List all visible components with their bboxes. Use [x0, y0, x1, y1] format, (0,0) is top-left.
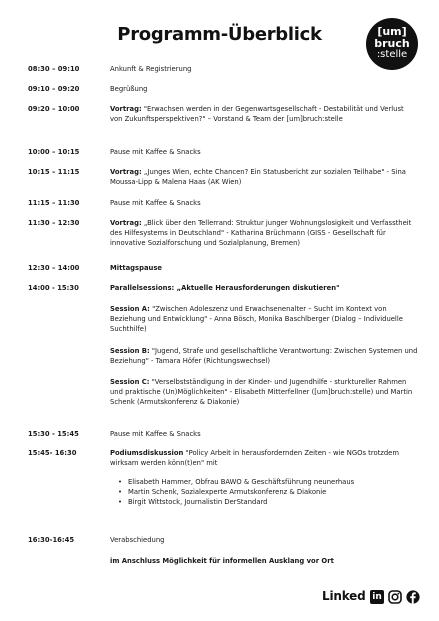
logo-line-2: bruch — [374, 37, 410, 50]
schedule-time: 14:00 - 15:30 — [28, 284, 79, 292]
list-item: • Birgit Wittstock, Journalistin DerStandard — [118, 497, 418, 507]
session-label: Session A: — [110, 305, 150, 313]
facebook-icon[interactable] — [406, 590, 420, 604]
schedule-time: 15:45- 16:30 — [28, 449, 77, 457]
schedule-time: 10:00 – 10:15 — [28, 148, 80, 156]
session-label: Session C: — [110, 378, 150, 386]
schedule-time: 16:30-16:45 — [28, 536, 75, 544]
umbruchstelle-logo — [366, 18, 418, 70]
schedule-description: im Anschluss Möglichkeit für informellen Ausklang vor Ort — [110, 557, 334, 565]
session-description — [110, 377, 418, 407]
schedule-time: 09:20 – 10:00 — [28, 105, 80, 113]
schedule-description: Verabschiedung — [110, 536, 165, 544]
schedule-time: 08:30 – 09:10 — [28, 65, 80, 73]
schedule-text: "Policy Arbeit in herausfordernden Zeiten - wie NGOs trotzdem wirksam werden könn(t)en" mit — [110, 449, 399, 467]
schedule-description: Pause mit Kaffee & Snacks — [110, 199, 201, 207]
logo-line-3: :stelle — [376, 49, 408, 60]
session-description — [110, 304, 418, 334]
schedule-description: Pause mit Kaffee & Snacks — [110, 148, 201, 156]
logo-line-1: [um] — [377, 25, 407, 38]
schedule-description — [110, 218, 418, 248]
linkedin-wordmark[interactable]: Linked — [322, 589, 366, 603]
schedule-description — [110, 448, 418, 468]
list-item: • Elisabeth Hammer, Obfrau BAWO & Geschäftsführung neunerhaus — [118, 477, 418, 487]
schedule-time: 12:30 – 14:00 — [28, 264, 80, 272]
schedule-description — [110, 167, 418, 187]
session-text: "Zwischen Adoleszenz und Erwachsenenalter – Sucht im Kontext von Beziehung und Entwicklung" - Anna Bösch, Monika Baschlberger (Dialog – Individuelle Suchthilfe) — [110, 305, 403, 333]
schedule-description: Mittagspause — [110, 264, 163, 272]
schedule-time: 09:10 – 09:20 — [28, 85, 80, 93]
schedule-description — [110, 104, 418, 124]
list-item: • Martin Schenk, Sozialexperte Armutskonferenz & Diakonie — [118, 487, 418, 497]
schedule-description: Ankunft & Registrierung — [110, 65, 192, 73]
social-links — [322, 588, 422, 606]
schedule-description: Begrüßung — [110, 85, 148, 93]
session-label: Session B: — [110, 347, 150, 355]
instagram-icon[interactable] — [388, 590, 402, 604]
page-title: Programm-Überblick — [117, 24, 322, 45]
schedule-label: Vortrag: — [110, 219, 142, 227]
schedule-description: Pause mit Kaffee & Snacks — [110, 430, 201, 438]
session-text: "Jugend, Strafe und gesellschaftliche Verantwortung: Zwischen Systemen und Beziehung" - Tamara Höfer (Richtungswechsel) — [110, 347, 418, 365]
schedule-time: 11:15 – 11:30 — [28, 199, 80, 207]
schedule-time: 15:30 - 15:45 — [28, 430, 79, 438]
session-description — [110, 346, 418, 366]
linkedin-icon[interactable]: in — [370, 590, 384, 604]
schedule-time: 11:30 – 12:30 — [28, 219, 80, 227]
schedule-text: „Junges Wien, echte Chancen? Ein Statusbericht zur sozialen Teilhabe" - Sina Moussa-Lipp & Malena Haas (AK Wien) — [110, 168, 406, 186]
schedule-text: "Erwachsen werden in der Gegenwartsgesellschaft - Destabilität und Verlust von Zukunftsperspektiven?" – Vorstand & Team der [um]bruch:stelle — [110, 105, 404, 123]
schedule-label: Vortrag: — [110, 105, 142, 113]
schedule-label: Podiumsdiskussion — [110, 449, 184, 457]
schedule-label: Vortrag: — [110, 168, 142, 176]
panelist-list — [118, 477, 418, 507]
session-text: "Verselbstständigung in der Kinder- und Jugendhilfe - sturktureller Rahmen und praktische (Un)Möglichkeiten" - Elisabeth Mitterfellner ([um]bruch:stelle) und Martin Schenk (Armutskonferenz & Diakonie) — [110, 378, 413, 406]
schedule-text: „Blick über den Tellerrand: Struktur junger Wohnungslosigkeit und Verfasstheit des Hilfesystems in Deutschland" - Katharina Brüchmann (GISS - Gesellschaft für innovative Sozialforschung und Sozialplanung, Bremen) — [110, 219, 412, 247]
schedule-description: Parallelsessions: „Aktuelle Herausforderungen diskutieren" — [110, 284, 340, 292]
schedule-time: 10:15 – 11:15 — [28, 168, 80, 176]
